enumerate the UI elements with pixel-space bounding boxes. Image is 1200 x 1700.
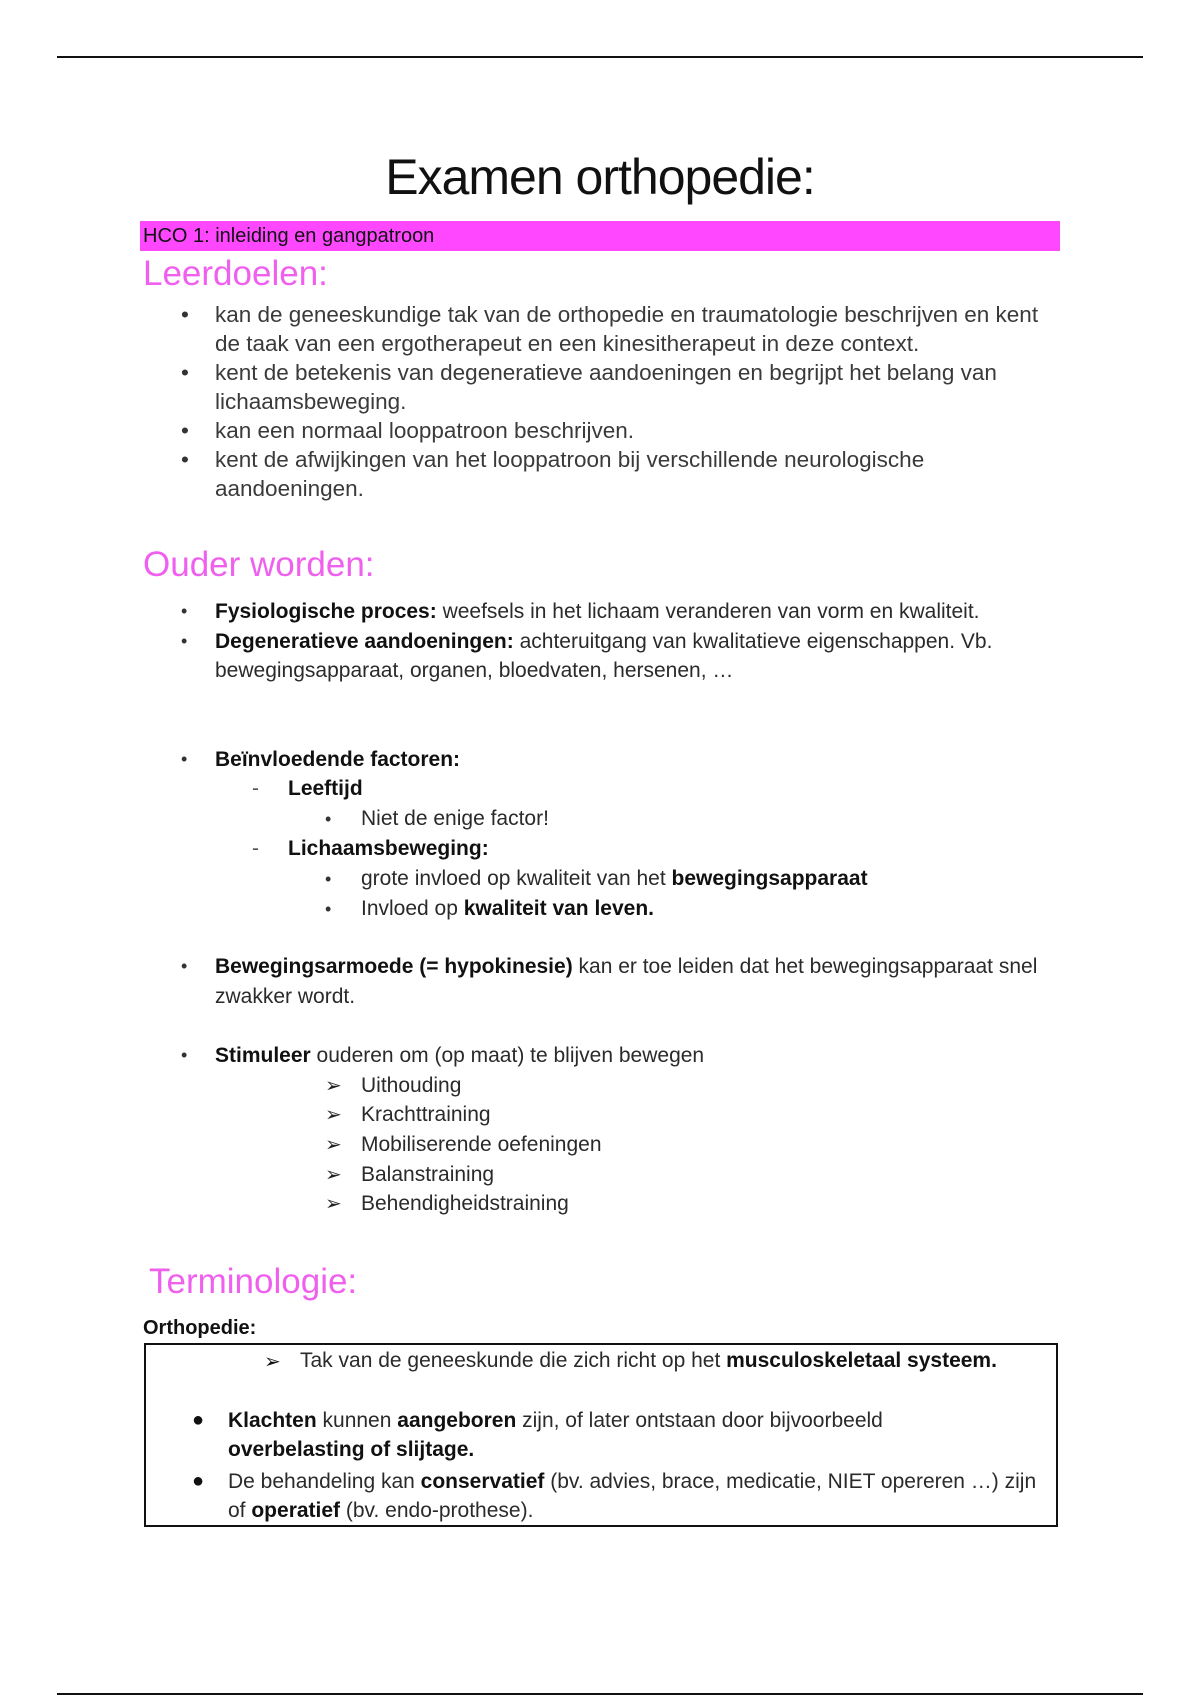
arrow-bullet-icon: ➢: [325, 1134, 342, 1156]
note-text: Niet de enige factor!: [361, 807, 549, 830]
bullet-marker: •: [325, 869, 332, 889]
list-item: [215, 745, 1060, 775]
def-bold: musculoskeletaal systeem.: [726, 1349, 997, 1372]
factor-lichaamsbeweging: [252, 834, 489, 864]
terminologie-heading: Terminologie:: [149, 1262, 358, 1301]
bewegingsarmoede-list: [215, 952, 1060, 1011]
factor-note: [325, 804, 549, 834]
term-text: De behandeling kan: [228, 1470, 421, 1493]
option-text: Behendigheidstraining: [361, 1192, 569, 1215]
bottom-rule: [57, 1693, 1143, 1695]
dash-marker: -: [252, 777, 259, 800]
list-item: • kent de betekenis van degeneratieve aandoeningen en begrijpt het belang van lichaamsbeweging.: [215, 358, 1060, 416]
definition-box: [144, 1343, 1058, 1527]
factor-label: Leeftijd: [288, 777, 363, 800]
factor-note: [325, 894, 655, 924]
term-bold: overbelasting of slijtage.: [228, 1437, 475, 1461]
factor-note: [325, 864, 868, 894]
term-bold: Klachten: [228, 1409, 317, 1432]
bullet-marker: •: [325, 899, 332, 919]
term-label: Stimuleer: [215, 1044, 311, 1067]
training-option: [325, 1071, 462, 1101]
list-item: • kan een normaal looppatroon beschrijven.: [215, 416, 1060, 445]
behandeling-text: [228, 1468, 1048, 1525]
training-option: [325, 1189, 569, 1219]
note-bold: bewegingsapparaat: [671, 867, 868, 890]
term-label: Beïnvloedende factoren:: [215, 748, 461, 771]
term-text: (bv. advies, brace, medicatie, NIET opereren …) zijn of: [228, 1470, 1037, 1522]
chapter-highlight-bar: HCO 1: inleiding en gangpatroon: [140, 221, 1060, 251]
option-text: Balanstraining: [361, 1163, 495, 1186]
def-text: Tak van de geneeskunde die zich richt op het: [300, 1349, 727, 1372]
arrow-bullet-icon: ➢: [325, 1193, 342, 1215]
list-item: [215, 952, 1060, 1011]
note-text: Invloed op: [361, 897, 464, 920]
term-label: Degeneratieve aandoeningen:: [215, 629, 514, 653]
option-text: Krachttraining: [361, 1103, 491, 1126]
term-text: weefsels in het lichaam veranderen van vorm en kwaliteit.: [436, 600, 980, 623]
training-option: [325, 1130, 602, 1160]
page-title: Examen orthopedie:: [385, 149, 815, 205]
definition-text: [300, 1347, 1000, 1376]
factor-label: Lichaamsbeweging:: [288, 837, 489, 860]
list-item: [215, 597, 1060, 627]
term-text: zijn, of later ontstaan door bijvoorbeeld: [516, 1409, 883, 1432]
arrow-bullet-icon: ➢: [325, 1164, 342, 1186]
term-bold: operatief: [251, 1498, 341, 1522]
factoren-list: [215, 745, 1060, 775]
ouder-worden-heading: Ouder worden:: [143, 545, 375, 584]
arrow-bullet-icon: ➢: [325, 1075, 342, 1097]
leerdoelen-heading: Leerdoelen:: [143, 254, 328, 293]
option-text: Uithouding: [361, 1074, 462, 1097]
dash-marker: -: [252, 837, 259, 860]
term-label: Bewegingsarmoede (= hypokinesie): [215, 955, 573, 978]
list-item: • kent de afwijkingen van het looppatroon bij verschillende neurologische aandoeningen.: [215, 445, 1060, 503]
option-text: Mobiliserende oefeningen: [361, 1133, 602, 1156]
list-item: • kan de geneeskundige tak van de orthopedie en traumatologie beschrijven en kent de taak van een ergotherapeut en een kinesitherapeut in deze context.: [215, 300, 1060, 358]
term-bold: aangeboren: [397, 1409, 517, 1432]
bullet-marker: •: [325, 809, 332, 829]
orthopedie-label: Orthopedie:: [143, 1317, 257, 1339]
factor-leeftijd: [252, 774, 363, 804]
klachten-text: [228, 1407, 1018, 1464]
arrow-bullet-icon: ➢: [325, 1104, 342, 1126]
term-bold: conservatief: [420, 1470, 545, 1493]
list-item: [215, 627, 1060, 686]
note-bold: kwaliteit van leven.: [463, 897, 655, 920]
term-text: ouderen om (op maat) te blijven bewegen: [310, 1044, 705, 1067]
term-text: kunnen: [316, 1409, 398, 1432]
term-text: achteruitgang van kwalitatieve eigenschappen. Vb. bewegingsapparaat, organen, bloedvaten, hersenen, …: [215, 629, 993, 682]
arrow-bullet-icon: ➢: [264, 1351, 281, 1373]
bullet-marker: ●: [192, 1470, 205, 1492]
term-text: kan er toe leiden dat het bewegingsapparaat snel zwakker wordt.: [215, 955, 1038, 1008]
training-option: [325, 1160, 495, 1190]
stimuleer-list: [215, 1041, 1060, 1071]
ouder-worden-list: [215, 597, 1060, 686]
term-text: (bv. endo-prothese).: [340, 1498, 534, 1522]
list-item: [215, 1041, 1060, 1071]
note-text: grote invloed op kwaliteit van het: [361, 867, 672, 890]
bullet-marker: ●: [192, 1409, 205, 1431]
term-label: Fysiologische proces:: [215, 600, 437, 623]
top-rule: [57, 56, 1143, 58]
training-option: [325, 1100, 491, 1130]
leerdoelen-list: [215, 300, 1060, 503]
